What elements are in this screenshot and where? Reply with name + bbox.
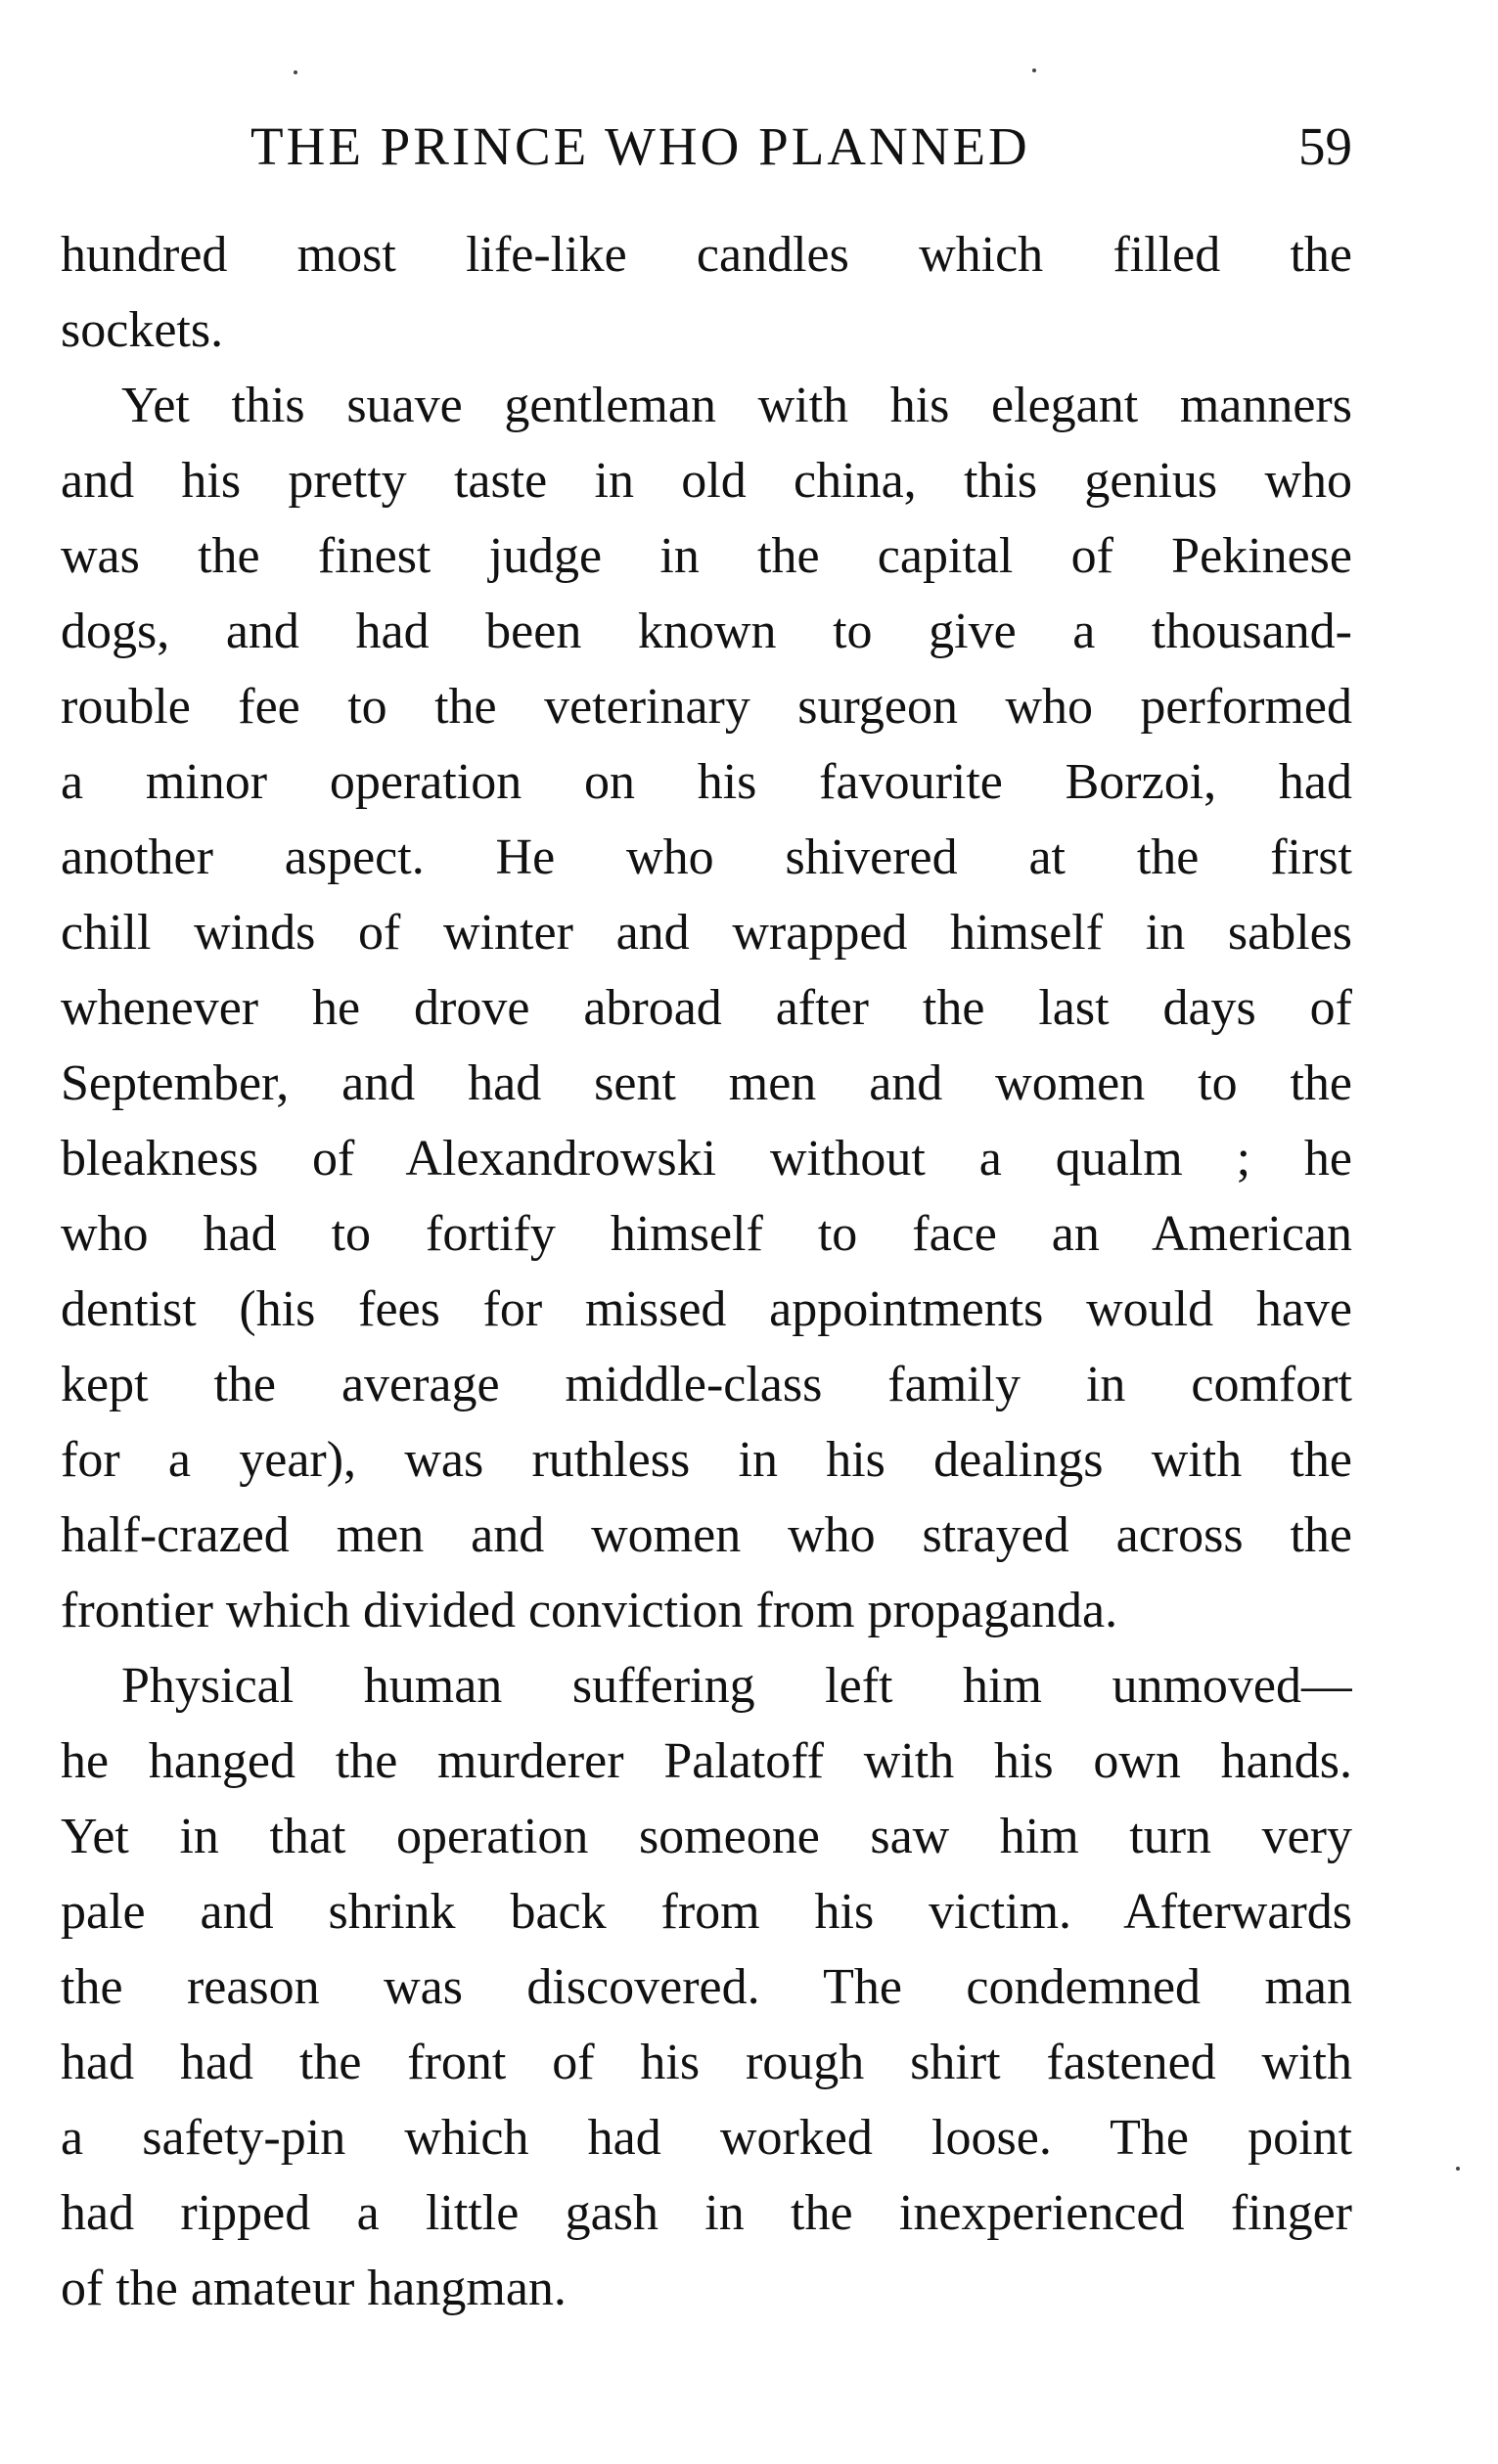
- text-line: of the amateur hangman.: [61, 2261, 567, 2316]
- running-title: THE PRINCE WHO PLANNED: [250, 116, 1030, 176]
- text-line: half-crazed men and women who strayed across the: [61, 1507, 1352, 1563]
- text-line: whenever he drove abroad after the last days of: [61, 980, 1352, 1036]
- text-line: the reason was discovered. The condemned man: [61, 1959, 1352, 2015]
- text-line: dogs, and had been known to give a thousand-: [61, 604, 1352, 659]
- text-line: who had to fortify himself to face an American: [61, 1206, 1352, 1262]
- text-line: kept the average middle-class family in comfort: [61, 1357, 1352, 1412]
- text-line: frontier which divided conviction from propaganda.: [61, 1583, 1118, 1638]
- text-line: bleakness of Alexandrowski without a qualm ; he: [61, 1131, 1352, 1187]
- text-line: chill winds of winter and wrapped himself in sables: [61, 905, 1352, 961]
- text-line: a minor operation on his favourite Borzoi, had: [61, 754, 1352, 810]
- text-line: hundred most life-like candles which filled the: [61, 227, 1352, 283]
- page-speck: [1032, 68, 1036, 72]
- text-line: a safety-pin which had worked loose. The point: [61, 2110, 1352, 2166]
- text-line: was the finest judge in the capital of Pekinese: [61, 528, 1352, 584]
- text-line: September, and had sent men and women to the: [61, 1055, 1352, 1111]
- text-line: another aspect. He who shivered at the first: [61, 829, 1352, 885]
- text-line: and his pretty taste in old china, this genius who: [61, 453, 1352, 509]
- text-line: Yet this suave gentleman with his elegant manners: [121, 378, 1352, 433]
- text-line: had ripped a little gash in the inexperienced finger: [61, 2185, 1352, 2241]
- page-number: 59: [1298, 116, 1352, 176]
- running-head: [61, 108, 1352, 186]
- text-line: Yet in that operation someone saw him turn very: [61, 1809, 1352, 1864]
- paragraph: [61, 1648, 1352, 2326]
- page-speck: [1456, 2167, 1460, 2171]
- paragraph: [61, 217, 1352, 368]
- text-line: for a year), was ruthless in his dealings with the: [61, 1432, 1352, 1488]
- paragraph: [61, 368, 1352, 1648]
- text-line: sockets.: [61, 302, 224, 358]
- body-text: [61, 217, 1352, 2326]
- page-speck: [294, 70, 297, 74]
- text-line: rouble fee to the veterinary surgeon who performed: [61, 679, 1352, 735]
- text-line: had had the front of his rough shirt fastened with: [61, 2035, 1352, 2090]
- text-line: pale and shrink back from his victim. Afterwards: [61, 1884, 1352, 1940]
- text-line: he hanged the murderer Palatoff with his own hands.: [61, 1733, 1352, 1789]
- text-line: dentist (his fees for missed appointments would have: [61, 1281, 1352, 1337]
- text-line: Physical human suffering left him unmoved—: [121, 1658, 1352, 1714]
